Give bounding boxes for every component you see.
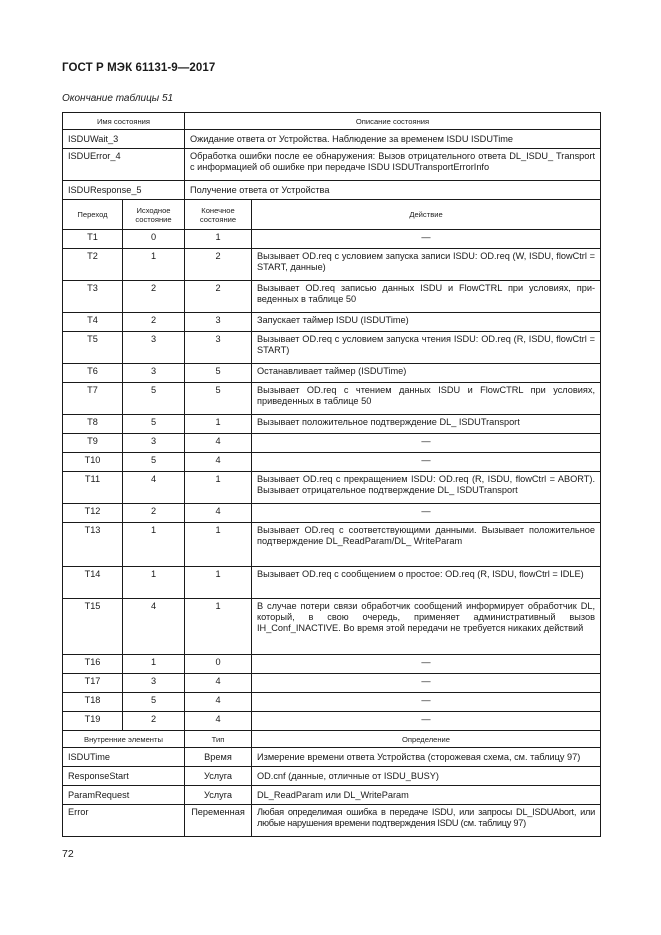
internal-name: Error [63,805,185,837]
target-state: 4 [185,693,252,712]
state-name-header: Имя состояния [63,113,185,130]
target-state: 1 [185,523,252,567]
source-state: 2 [123,313,185,332]
target-state: 4 [185,674,252,693]
internal-definition: Любая определимая ошибка в передаче ISDU, или запросы DL_ISDUAbort, или любые нарушения времени подтверждения ISDU (см. таблицу 97) [252,805,601,837]
target-state: 5 [185,364,252,383]
transition-action: — [252,655,601,674]
page-number: 72 [62,848,74,860]
target-state: 0 [185,655,252,674]
target-state: 1 [185,567,252,599]
state-name: ISDUResponse_5 [63,181,185,200]
target-state: 2 [185,281,252,313]
transition-action: — [252,504,601,523]
source-state: 5 [123,383,185,415]
state-table [62,112,601,837]
target-state: 1 [185,599,252,655]
transition-id: T15 [63,599,123,655]
source-state: 3 [123,434,185,453]
transition-id: T4 [63,313,123,332]
transition-id: T17 [63,674,123,693]
transition-id: T8 [63,415,123,434]
state-name: ISDUWait_3 [63,130,185,149]
transition-id: T9 [63,434,123,453]
target-state-header: Конечное состояние [185,200,252,230]
source-state: 1 [123,567,185,599]
transition-id: T18 [63,693,123,712]
target-state: 1 [185,230,252,249]
target-state: 5 [185,383,252,415]
transition-id: T6 [63,364,123,383]
internal-type: Услуга [185,767,252,786]
internal-definition: OD.cnf (данные, отличные от ISDU_BUSY) [252,767,601,786]
internal-name: ParamRequest [63,786,185,805]
action-header: Действие [252,200,601,230]
standard-title: ГОСТ Р МЭК 61131-9—2017 [62,62,216,74]
target-state: 4 [185,434,252,453]
transition-action: Вызывает OD.req с условием запуска чтения ISDU: OD.req (R, ISDU, flowCtrl = START) [252,332,601,364]
source-state: 0 [123,230,185,249]
transition-id: T16 [63,655,123,674]
internal-definition: DL_ReadParam или DL_WriteParam [252,786,601,805]
internal-type: Переменная [185,805,252,837]
state-name: ISDUError_4 [63,149,185,181]
transition-header: Переход [63,200,123,230]
transition-action: Запускает таймер ISDU (ISDUTime) [252,313,601,332]
state-description: Обработка ошибки после ее обнаружения: Вызов отрицательного ответа DL_ISDU_ Transport с информацией об ошибке при передаче ISDU ISDUTransportErrorInfo [185,149,601,181]
transition-action: — [252,693,601,712]
transition-id: T12 [63,504,123,523]
source-state: 1 [123,249,185,281]
transition-id: T2 [63,249,123,281]
internal-name: ISDUTime [63,748,185,767]
transition-action: — [252,230,601,249]
source-state-header: Исходное состояние [123,200,185,230]
transition-id: T10 [63,453,123,472]
target-state: 4 [185,453,252,472]
source-state: 2 [123,712,185,731]
transition-action: Вызывает OD.req с прекращением ISDU: OD.req (R, ISDU, flowCtrl = ABORT). Вызывает отрицательное подтверждение DL_ ISDUTransport [252,472,601,504]
transition-action: Вызывает OD.req с условием запуска записи ISDU: OD.req (W, ISDU, flowCtrl = START, данные) [252,249,601,281]
target-state: 4 [185,504,252,523]
target-state: 4 [185,712,252,731]
transition-action: — [252,712,601,731]
internal-type: Время [185,748,252,767]
transition-id: T1 [63,230,123,249]
transition-action: — [252,453,601,472]
transition-action: В случае потери связи обработчик сообщений информирует обработчик DL, который, в свою очередь, применяет административный вызов IH_Conf_INACTIVE. Во время этой передачи не требуется никаких действий [252,599,601,655]
internal-type: Услуга [185,786,252,805]
source-state: 2 [123,504,185,523]
transition-action: Вызывает OD.req с соответствующими данными. Вызывает положительное подтверждение DL_ReadParam/DL_ WriteParam [252,523,601,567]
source-state: 4 [123,472,185,504]
transition-id: T3 [63,281,123,313]
state-description: Получение ответа от Устройства [185,181,601,200]
transition-id: T13 [63,523,123,567]
source-state: 1 [123,655,185,674]
source-state: 2 [123,281,185,313]
transition-id: T14 [63,567,123,599]
transition-action: Вызывает OD.req с чтением данных ISDU и FlowCTRL при условиях, приведенных в таблице 50 [252,383,601,415]
source-state: 4 [123,599,185,655]
transition-id: T19 [63,712,123,731]
transition-action: Останавливает таймер (ISDUTime) [252,364,601,383]
internal-name: ResponseStart [63,767,185,786]
internal-def-header: Определение [252,731,601,748]
source-state: 1 [123,523,185,567]
state-description: Ожидание ответа от Устройства. Наблюдение за временем ISDU ISDUTime [185,130,601,149]
target-state: 1 [185,472,252,504]
source-state: 3 [123,674,185,693]
target-state: 3 [185,332,252,364]
transition-action: Вызывает положительное подтверждение DL_ ISDUTransport [252,415,601,434]
target-state: 2 [185,249,252,281]
table-caption: Окончание таблицы 51 [62,93,174,104]
transition-id: T5 [63,332,123,364]
state-desc-header: Описание состояния [185,113,601,130]
transition-action: — [252,434,601,453]
transition-action: — [252,674,601,693]
transition-action: Вызывает OD.req с сообщением о простое: OD.req (R, ISDU, flowCtrl = IDLE) [252,567,601,599]
transition-action: Вызывает OD.req записью данных ISDU и FlowCTRL при условиях, приведенных в таблице 50 [252,281,601,313]
source-state: 3 [123,364,185,383]
internal-type-header: Тип [185,731,252,748]
source-state: 5 [123,693,185,712]
source-state: 5 [123,415,185,434]
source-state: 3 [123,332,185,364]
target-state: 1 [185,415,252,434]
transition-id: T7 [63,383,123,415]
source-state: 5 [123,453,185,472]
internal-definition: Измерение времени ответа Устройства (сторожевая схема, см. таблицу 97) [252,748,601,767]
internal-name-header: Внутренние элементы [63,731,185,748]
target-state: 3 [185,313,252,332]
transition-id: T11 [63,472,123,504]
